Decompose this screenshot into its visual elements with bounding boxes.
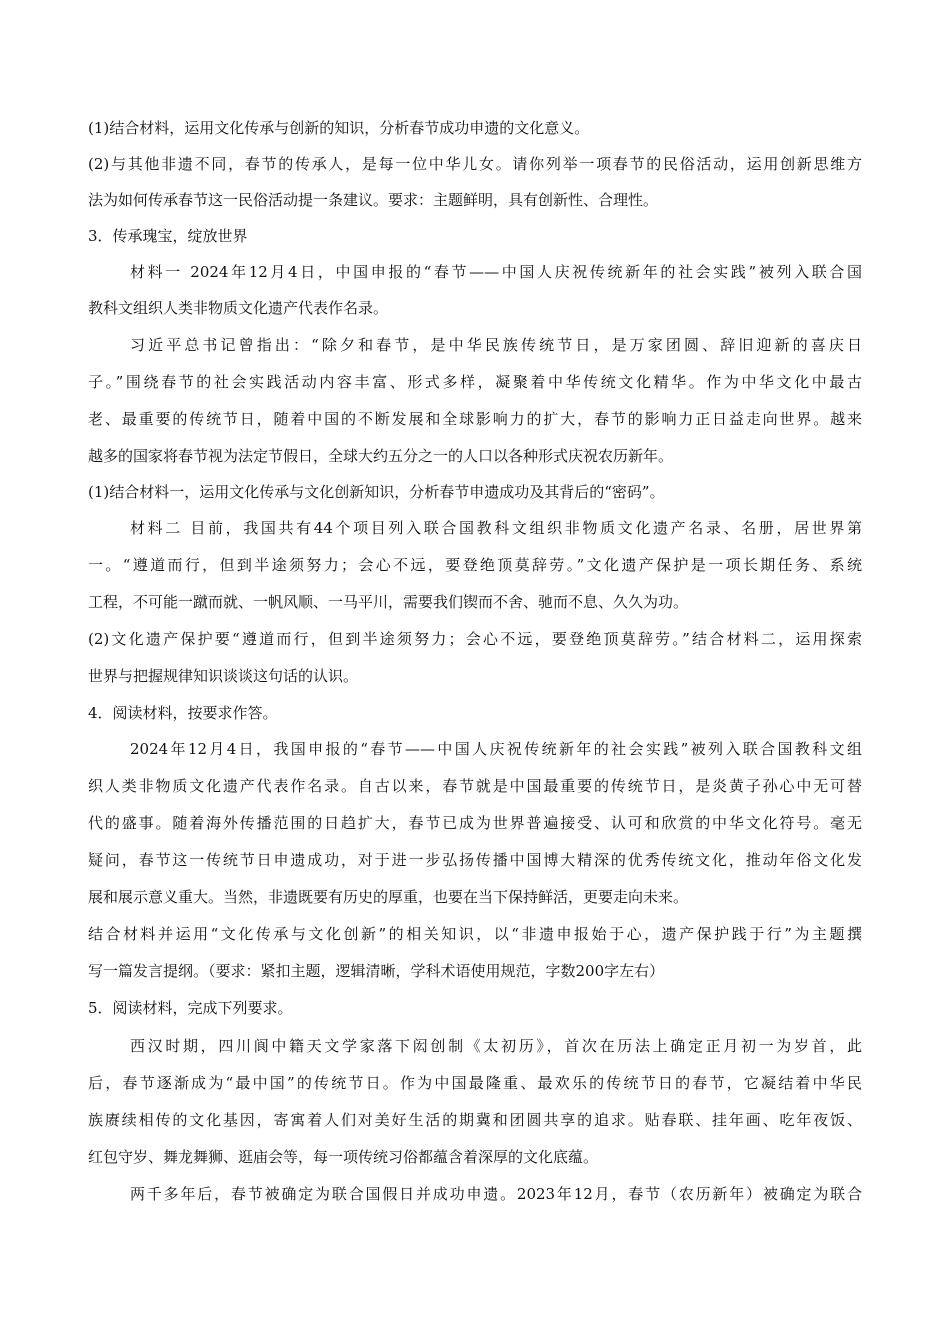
question-5-heading: 5．阅读材料，完成下列要求。 bbox=[88, 999, 293, 1017]
material-2-paragraph: 材料二 目前，我国共有44个项目列入联合国教科文组织非物质文化遗产名录、名册，居世界第 bbox=[130, 519, 862, 537]
question-4-task-cont: 写一篇发言提纲。（要求：紧扣主题，逻辑清晰，学科术语使用规范，字数200字左右） bbox=[88, 962, 665, 980]
question-5-material-line-4: 红包守岁、舞龙舞狮、逛庙会等，每一项传统习俗都蕴含着深厚的文化底蕴。 bbox=[88, 1148, 599, 1166]
material-1-quote-line-3: 老、最重要的传统节日，随着中国的不断发展和全球影响力的扩大，春节的影响力正日益走向世界。越来 bbox=[88, 410, 862, 428]
question-3-2-text: (2)与其他非遗不同，春节的传承人，是每一位中华儿女。请你列举一项春节的民俗活动，运用创新思维方 bbox=[88, 155, 862, 173]
question-3-sub-1: (1)结合材料一，运用文化传承与文化创新知识，分析春节申遗成功及其背后的“密码”。 bbox=[88, 483, 665, 501]
question-3-sub-2-cont: 世界与把握规律知识谈谈这句话的认识。 bbox=[88, 667, 359, 685]
question-5-material-2: 两千多年后，春节被确定为联合国假日并成功申遗。2023年12月，春节（农历新年）被确定为联合 bbox=[130, 1185, 862, 1203]
material-1-quote-line-4: 越多的国家将春节视为法定节假日，全球大约五分之一的人口以各种形式庆祝农历新年。 bbox=[88, 447, 674, 465]
question-4-material-line-4: 疑问，春节这一传统节日申遗成功，对于进一步弘扬传播中国博大精深的优秀传统文化，推动年俗文化发 bbox=[88, 851, 862, 869]
material-1-quote-line-2: 子。”围绕春节的社会实践活动内容丰富、形式多样，凝聚着中华传统文化精华。作为中华文化中最古 bbox=[88, 373, 862, 391]
question-3-sub-2: (2)文化遗产保护要“遵道而行，但到半途须努力；会心不远，要登绝顶莫辞劳。”结合材料二，运用探索 bbox=[88, 630, 862, 648]
question-4-task: 结合材料并运用“文化传承与文化创新”的相关知识，以“非遗申报始于心，遗产保护践于行”为主题撰 bbox=[88, 925, 862, 943]
question-4-material-line-3: 代的盛事。随着海外传播范围的日趋扩大，春节已成为世界普遍接受、认可和欣赏的中华文化符号。毫无 bbox=[88, 814, 862, 832]
question-4-material-line-5: 展和展示意义重大。当然，非遗既要有历史的厚重，也要在当下保持鲜活，更要走向未来。 bbox=[88, 888, 689, 906]
question-3-heading: 3．传承瑰宝，绽放世界 bbox=[88, 227, 248, 245]
question-4-material: 2024年12月4日，我国申报的“春节——中国人庆祝传统新年的社会实践”被列入联合国教科文组 bbox=[130, 740, 862, 758]
material-1-paragraph-cont: 教科文组织人类非物质文化遗产代表作名录。 bbox=[88, 299, 389, 317]
material-1-paragraph: 材料一 2024年12月4日，中国申报的“春节——中国人庆祝传统新年的社会实践”被列入联合国 bbox=[130, 263, 862, 281]
question-5-material: 西汉时期，四川阆中籍天文学家落下闳创制《太初历》，首次在历法上确定正月初一为岁首，此 bbox=[130, 1037, 862, 1055]
question-3-2-text-cont: 法为如何传承春节这一民俗活动提一条建议。要求：主题鲜明，具有创新性、合理性。 bbox=[88, 191, 659, 209]
material-1-quote-paragraph: 习近平总书记曾指出：“除夕和春节，是中华民族传统节日，是万家团圆、辞旧迎新的喜庆日 bbox=[130, 336, 862, 354]
question-4-material-line-2: 织人类非物质文化遗产代表作名录。自古以来，春节就是中国最重要的传统节日，是炎黄子孙心中无可替 bbox=[88, 777, 862, 795]
question-5-material-line-3: 族赓续相传的文化基因，寄寓着人们对美好生活的期冀和团圆共享的追求。贴春联、挂年画、吃年夜饭、 bbox=[88, 1111, 862, 1129]
material-2-line-2: 一。“遵道而行，但到半途须努力；会心不远，要登绝顶莫辞劳。”文化遗产保护是一项长期任务、系统 bbox=[88, 556, 862, 574]
question-4-heading: 4．阅读材料，按要求作答。 bbox=[88, 704, 278, 722]
question-3-1-text: (1)结合材料，运用文化传承与创新的知识，分析春节成功申遗的文化意义。 bbox=[88, 119, 590, 137]
material-2-line-3: 工程，不可能一蹴而就、一帆风顺、一马平川，需要我们锲而不舍、驰而不息、久久为功。 bbox=[88, 593, 689, 611]
question-5-material-line-2: 后，春节逐渐成为“最中国”的传统节日。作为中国最隆重、最欢乐的传统节日的春节，它凝结着中华民 bbox=[88, 1074, 862, 1092]
